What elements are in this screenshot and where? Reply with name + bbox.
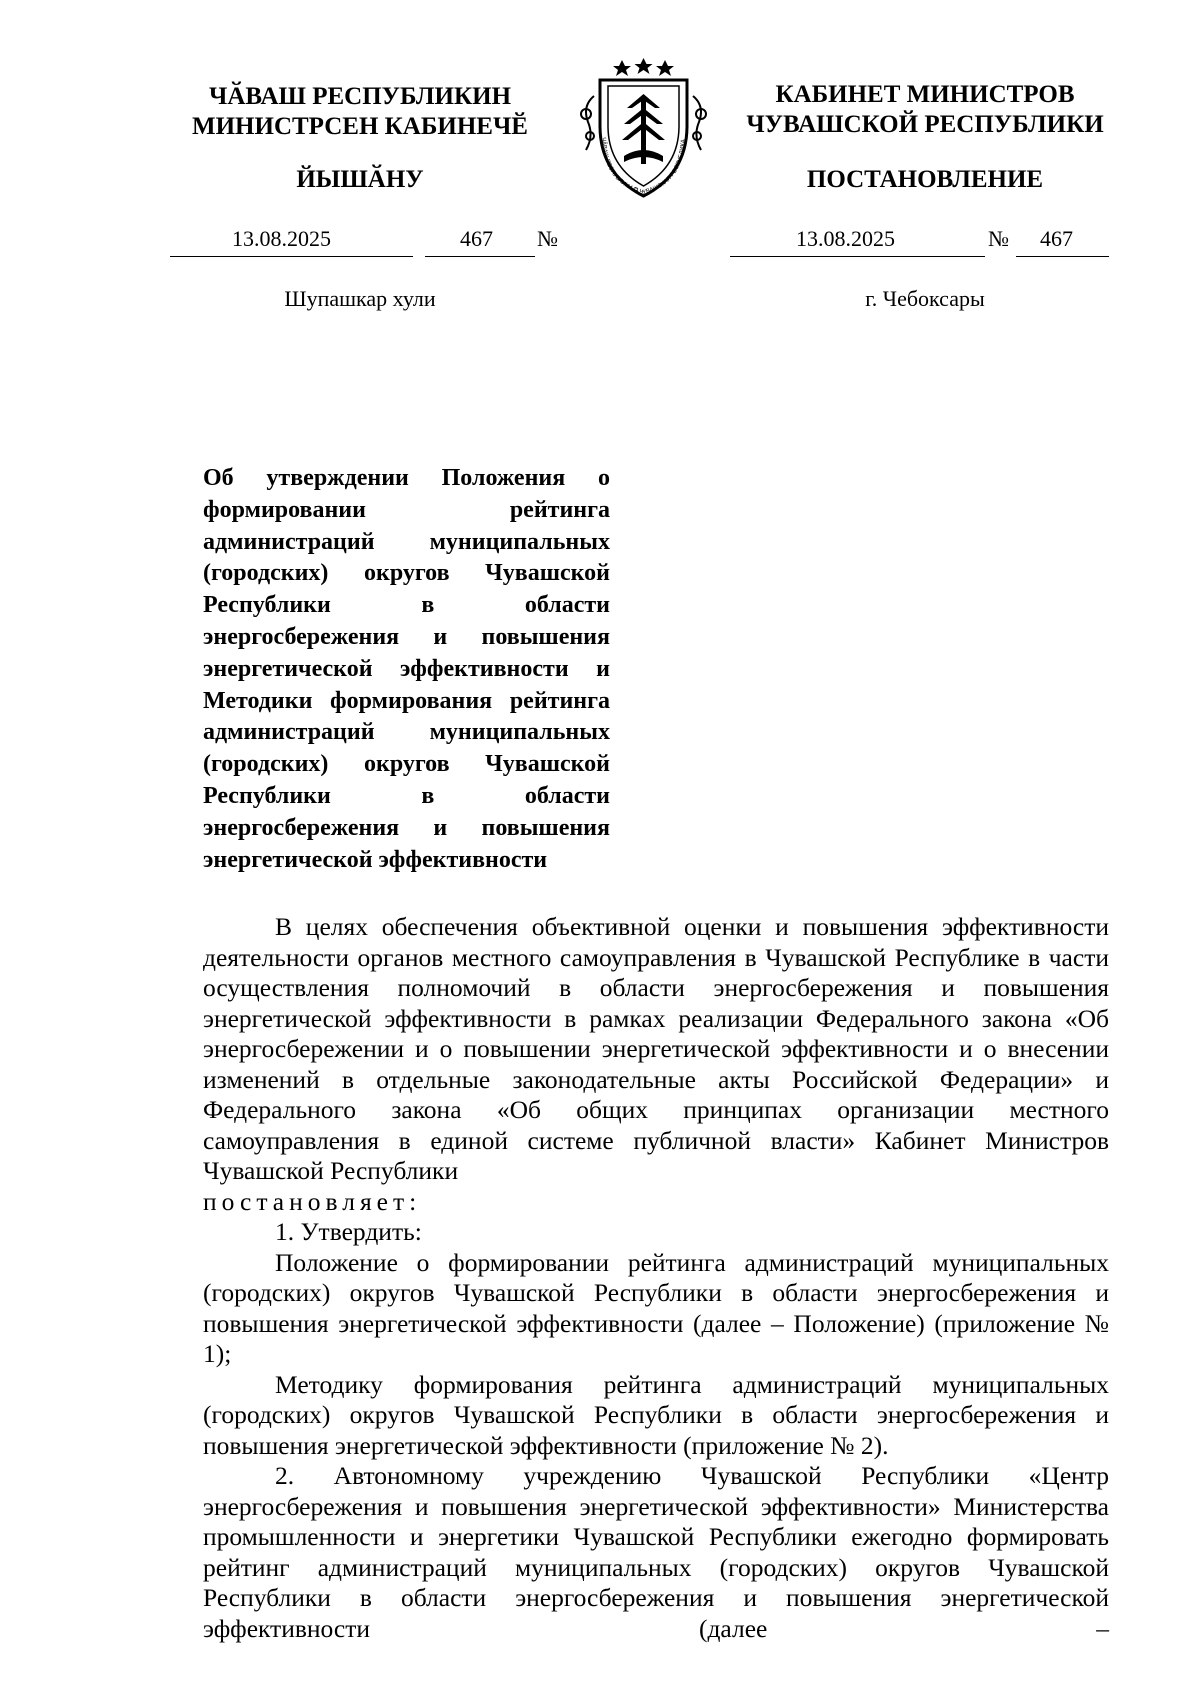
preamble-paragraph [203, 912, 1109, 1187]
preamble-text: В целях обеспечения объективной оценки и повышения эффективности деятельности органов местного самоуправления в Чувашской Республике в части осуществления полномочий в области энергосбережения и повышения энергетической эффективности в рамках реализации Федерального закона «Об энергосбережении и о повышении энергетической эффективности и о внесении изменений в отдельные законодательные акты Российской Федерации» и Федерального закона «Об общих принципах организации местного самоуправления в единой системе публичной власти» Кабинет Министров Чувашской Республики [203, 912, 1109, 1185]
right-number: 467 [1040, 226, 1073, 251]
right-header-line1: КАБИНЕТ МИНИСТРОВ [775, 81, 1075, 108]
left-number-sign: № [537, 226, 558, 251]
emblem-caption: ЧӐВАШ РЕСПУБЛИКИ ✪ ЧУВАШСКАЯ РЕСПУБЛИКА [600, 137, 687, 197]
left-header-line2: МИНИСТРСЕН КАБИНЕЧӖ [192, 113, 528, 140]
left-date-underline [170, 256, 413, 257]
left-number-underline [425, 256, 535, 257]
right-header [715, 80, 1135, 140]
item-1: 1. Утвердить: [275, 1217, 422, 1246]
document-title: Об утверждении Положения о формировании рейтинга администраций муниципальных (городских) округов Чувашской Республики в области энергосбережения и повышения энергетической эффективности и Методики формирования рейтинга администраций муниципальных (городских) округов Чувашской Республики в области энергосбережения и повышения энергетической эффективности [203, 465, 610, 873]
crown-stars [613, 58, 674, 76]
item-1-a: Положение о формировании рейтинга администраций муниципальных (городских) округов Чувашской Республики в области энергосбережения и повышения энергетической эффективности (далее – Положение) (приложение № 1); [203, 1247, 1109, 1368]
right-city: г. Чебоксары [865, 286, 985, 311]
document-body [203, 912, 1109, 1644]
right-number-sign: № [988, 226, 1009, 251]
decree-word [203, 1187, 1109, 1218]
left-doc-type: ЙЫШӐНУ [296, 166, 424, 193]
left-header [150, 82, 570, 142]
right-number-underline [1016, 256, 1109, 257]
item-2: 2. Автономному учреждению Чувашской Республики «Центр энергосбережения и повышения энергетической эффективности» Министерства промышленности и энергетики Чувашской Республики ежегодно формировать рейтинг администраций муниципальных (городских) округов Чувашской Республики в области энергосбережения и повышения энергетической эффективности (далее – [203, 1461, 1109, 1643]
right-header-line2: ЧУВАШСКОЙ РЕСПУБЛИКИ [746, 111, 1104, 138]
decree-word-text: постановляет: [203, 1186, 422, 1216]
item-1-b: Методику формирования рейтинга администраций муниципальных (городских) округов Чувашской Республики в области энергосбережения и повышения энергетической эффективности (приложение № 2). [203, 1369, 1109, 1460]
right-date: 13.08.2025 [796, 226, 895, 251]
right-date-underline [730, 256, 985, 257]
left-date: 13.08.2025 [232, 226, 331, 251]
emblem [572, 56, 715, 201]
chuvash-coat-of-arms-icon [572, 56, 715, 201]
right-doc-type: ПОСТАНОВЛЕНИЕ [806, 166, 1044, 193]
left-city: Шупашкар хули [284, 286, 436, 311]
left-header-line1: ЧӐВАШ РЕСПУБЛИКИН [208, 83, 512, 110]
left-number: 467 [460, 226, 493, 251]
